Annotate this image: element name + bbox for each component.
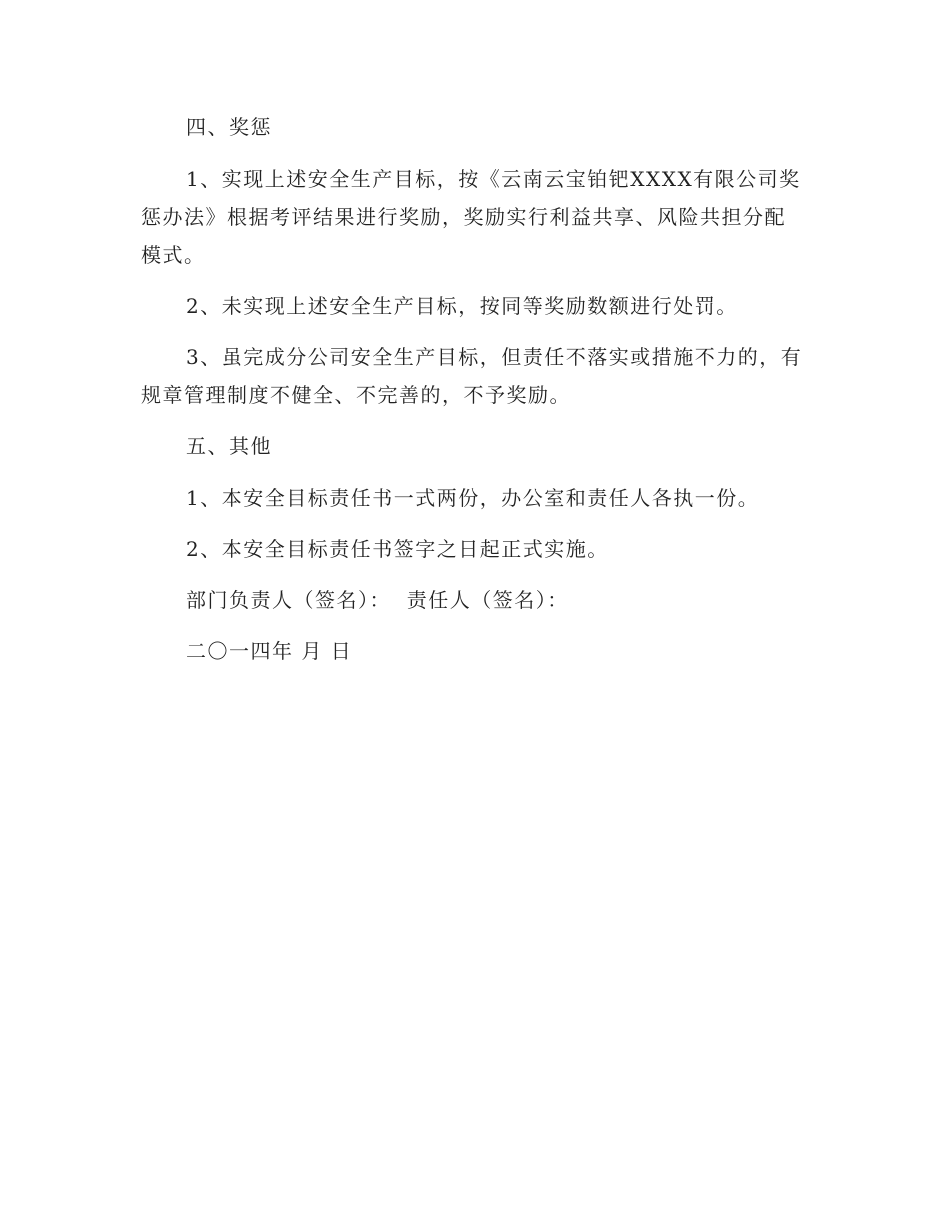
section-heading-rewards-penalties: 四、奖惩 [186,115,272,139]
paragraph-reward-rule-1: 1、实现上述安全生产目标，按《云南云宝铂钯XXXX有限公司奖惩办法》根据考评结果进行奖励，奖励实行利益共享、风险共担分配模式。 [141,167,801,267]
paragraph-penalty-rule-2: 2、未实现上述安全生产目标，按同等奖励数额进行处罚。 [186,294,738,318]
signature-line: 部门负责人（签名）： 责任人（签名）： [186,588,569,612]
section-heading-other: 五、其他 [186,434,272,458]
paragraph-copies-rule-1: 1、本安全目标责任书一式两份，办公室和责任人各执一份。 [186,486,760,510]
document-body [141,108,805,683]
paragraph-effective-rule-2: 2、本安全目标责任书签字之日起正式实施。 [186,537,609,561]
date-line: 二〇一四年 月 日 [186,639,353,663]
paragraph-no-reward-rule-3: 3、虽完成分公司安全生产目标，但责任不落实或措施不力的，有规章管理制度不健全、不完善的，不予奖励。 [141,345,803,407]
